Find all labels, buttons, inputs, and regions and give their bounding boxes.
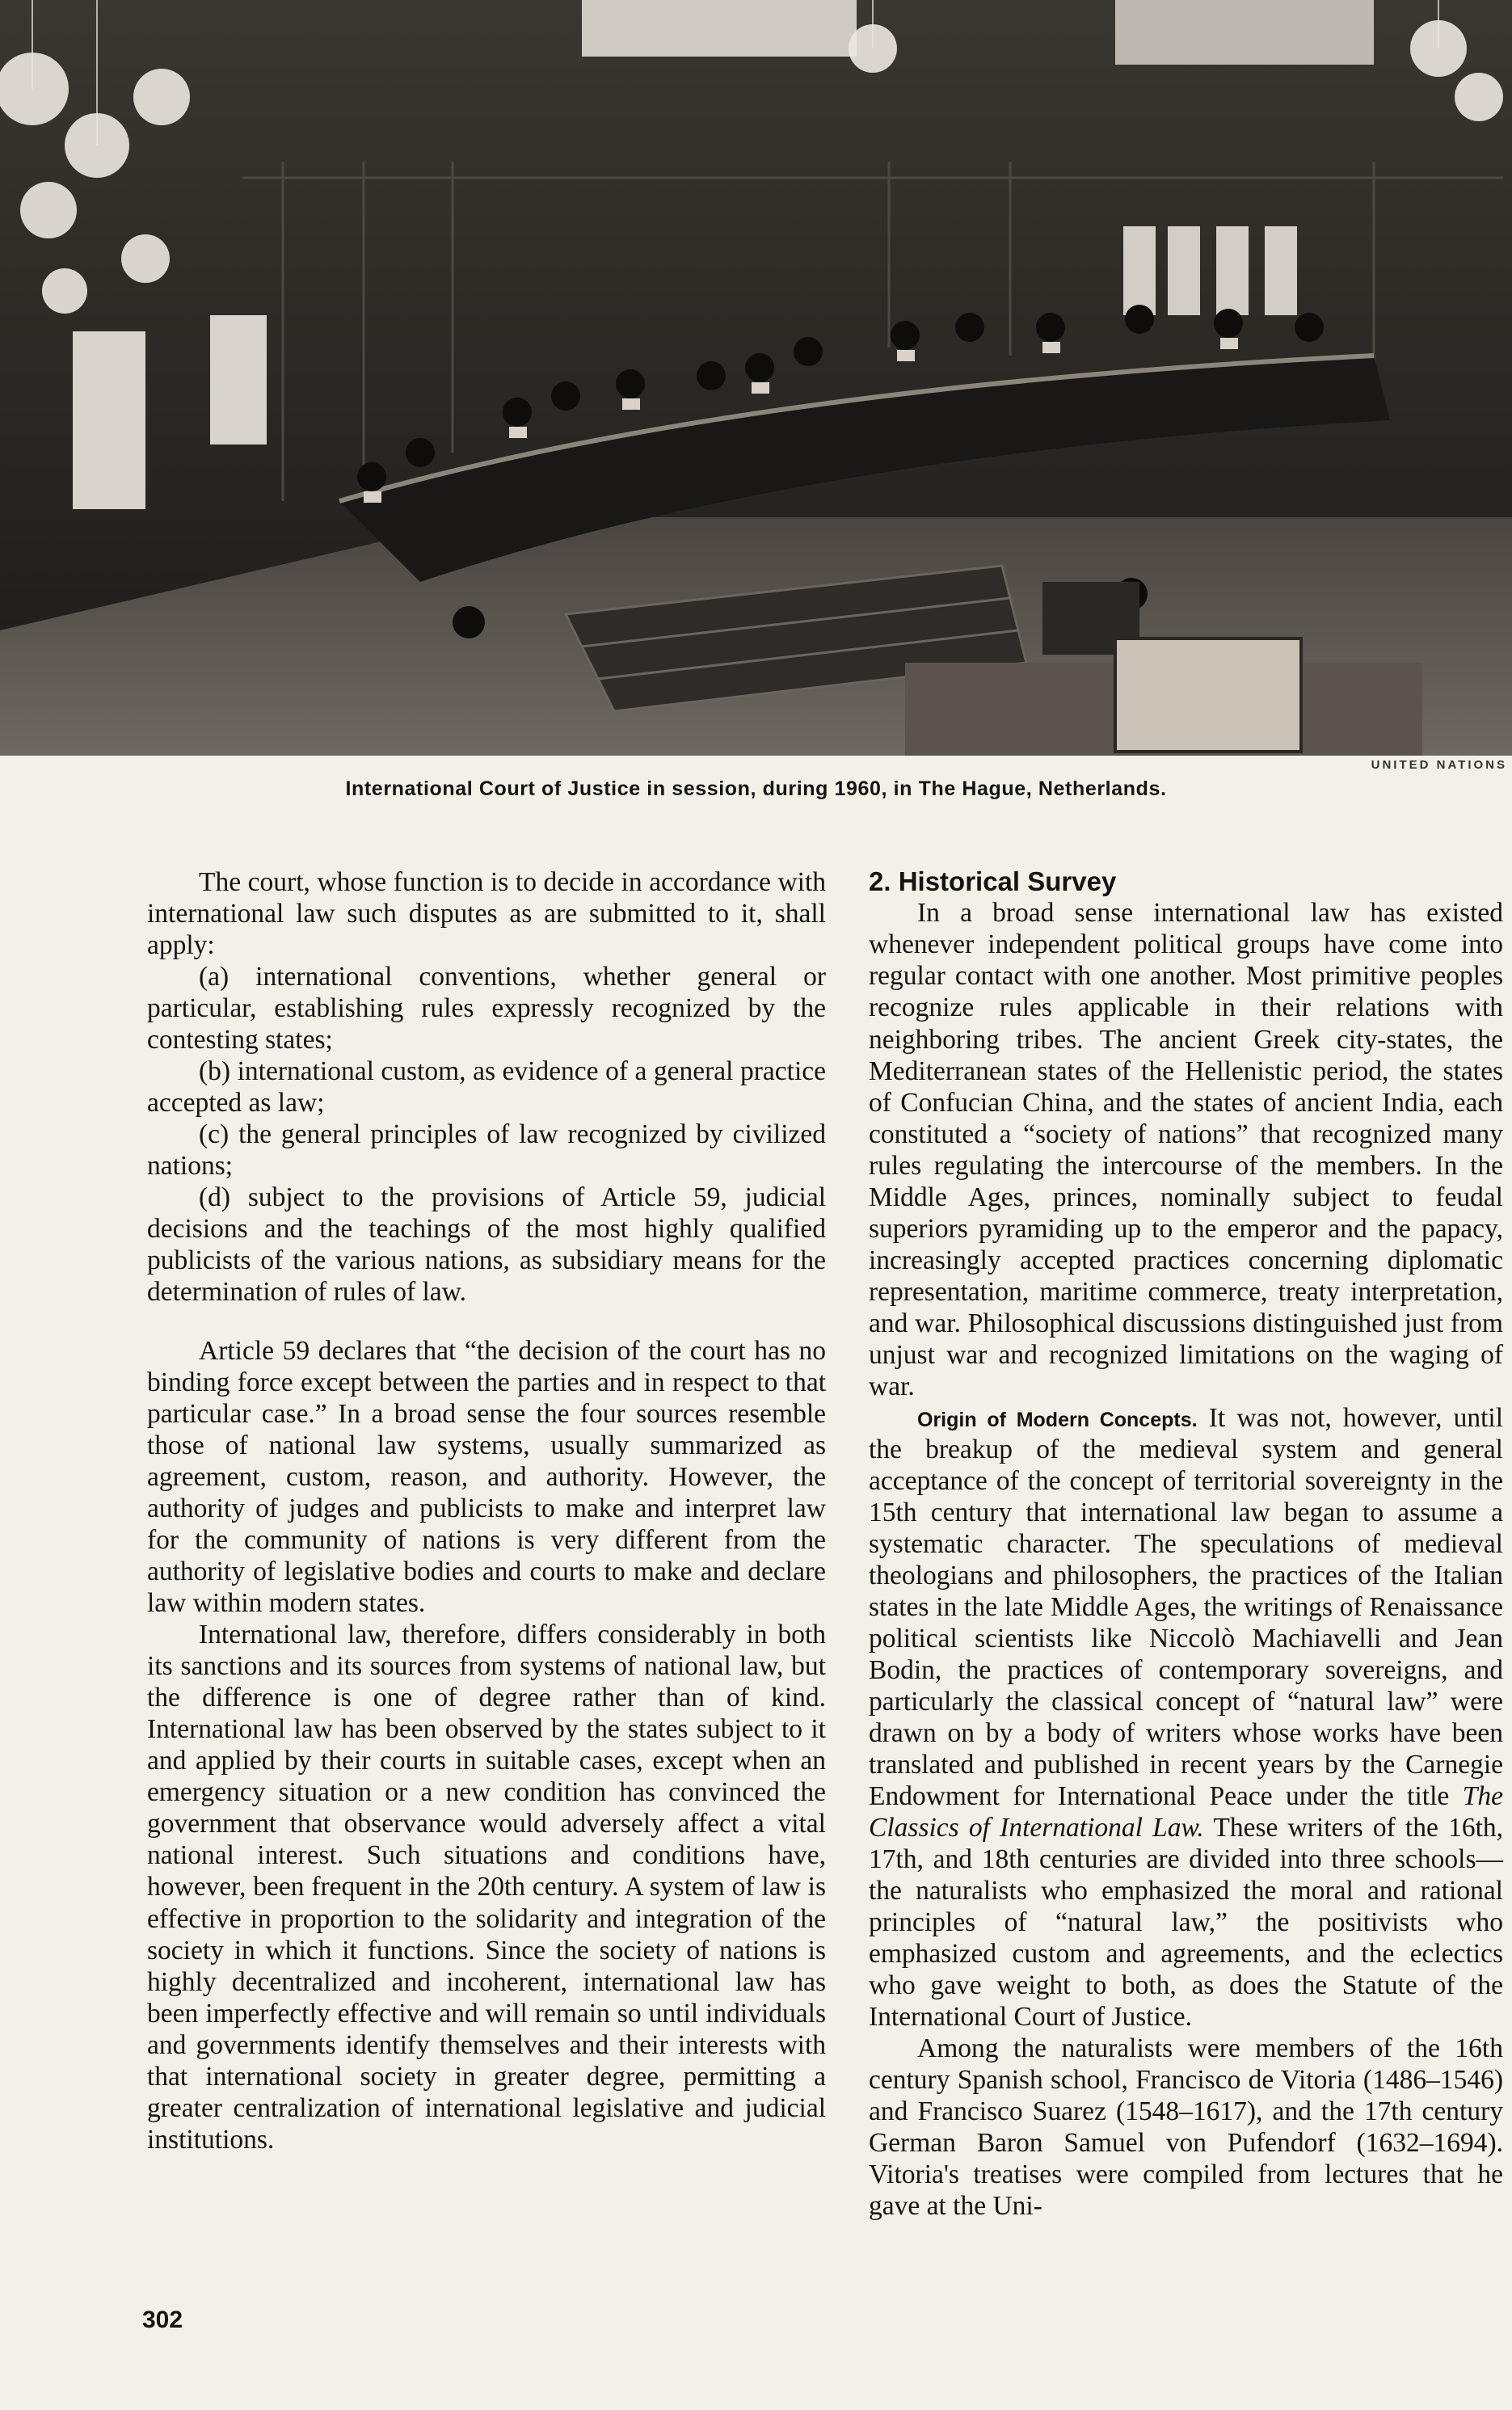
right-paragraph-3: Among the naturalists were members of the 16th century Spanish school, Francisco de Vitoria (1486–1546) and Francisco Suarez (1548–1617), and the 17th century German Baron Samuel von Pufendorf (1632–1694). Vitoria's treatises were compiled from lectures that he gave at the Uni-	[869, 2033, 1503, 2222]
left-column	[147, 866, 826, 2155]
clause-c: (c) the general principles of law recognized by civilized nations;	[147, 1119, 826, 1182]
clause-a: (a) international conventions, whether general or particular, establishing rules expressly recognized by the contesting states;	[147, 962, 826, 1055]
left-paragraph-2: Article 59 declares that “the decision of the court has no binding force except between the parties and in respect to that particular case.” In a broad sense the four sources resemble those of national law systems, usually summarized as agreement, custom, reason, and authority. However, the authority of judges and publicists to make and interpret law for the community of nations is very different from the authority of legislative bodies and courts to make and declare law within modern states.	[147, 1336, 826, 1619]
subhead: Origin of Modern Concepts.	[917, 1408, 1198, 1431]
section-heading: 2. Historical Survey	[869, 866, 1117, 896]
courtroom-photo	[0, 0, 1512, 756]
right-paragraph-2-rest: These writers of the 16th, 17th, and 18th centuries are divided into three schools—the naturalists who emphasized the moral and rational principles of “natural law,” the positivists who emphasized custom and agreements, and the eclectics who gave weight to both, as does the Statute of the International Court of Justice.	[869, 1812, 1503, 2032]
right-paragraph-1: In a broad sense international law has existed whenever independent political groups have come into regular contact with one another. Most primitive peoples recognize rules applicable in their relations with neighboring tribes. The ancient Greek city-states, the Mediterranean states of the Hellenistic period, the states of Confucian China, and the states of ancient India, each constituted a “society of nations” that recognized many rules regulating the intercourse of the members. In the Middle Ages, princes, nominally subject to feudal superiors pyramiding up to the emperor and the papacy, increasingly accepted practices concerning diplomatic representation, maritime commerce, treaty interpretation, and war. Philosophical discussions distinguished just from unjust war and recognized limitations on the waging of war.	[869, 898, 1503, 1401]
photo-caption: International Court of Justice in session, during 1960, in The Hague, Netherlands.	[345, 777, 1167, 800]
courtroom-photo-icon	[0, 0, 1512, 756]
right-column	[869, 866, 1503, 2222]
book-title: The Classics of International Law.	[869, 1780, 1503, 1843]
right-paragraph-2	[869, 1402, 1503, 2033]
photo-credit: UNITED NATIONS	[1371, 758, 1507, 772]
right-paragraph-2-text: It was not, however, until the breakup of the medieval system and general acceptance of the concept of territorial sovereignty in the 15th century that international law began to assume a systematic character. The speculations of medieval theologians and philosophers, the practices of the Italian states in the late Middle Ages, the writings of Renaissance political scientists like Niccolò Machiavelli and Jean Bodin, the practices of contemporary sovereigns, and particularly the classical concept of “natural law” were drawn on by a body of writers whose works have been translated and published in recent years by the Carnegie Endowment for International Peace under the title	[869, 1402, 1504, 1811]
left-paragraph-3: International law, therefore, differs considerably in both its sanctions and its sources from systems of national law, but the difference is one of degree rather than of kind. International law has been observed by the states subject to it and applied by their courts in suitable cases, except when an emergency situation or a new condition has convinced the government that observance would adversely affect a vital national interest. Such situations and conditions have, however, been frequent in the 20th century. A system of law is effective in proportion to the solidarity and integration of the society in which it functions. Since the society of nations is highly decentralized and incoherent, international law has been imperfectly effective and will remain so until individuals and governments identify themselves and their interests with that international society in greater degree, permitting a greater centralization of international legislative and judicial institutions.	[147, 1620, 826, 2155]
clause-b: (b) international custom, as evidence of a general practice accepted as law;	[147, 1056, 826, 1119]
page-number: 302	[142, 2307, 183, 2333]
clause-d: (d) subject to the provisions of Article 59, judicial decisions and the teachings of the most highly qualified publicists of the various nations, as subsidiary means for the determination of rules of law.	[147, 1182, 826, 1308]
left-paragraph-1: The court, whose function is to decide in accordance with international law such disputes as are submitted to it, shall apply:	[147, 867, 826, 961]
